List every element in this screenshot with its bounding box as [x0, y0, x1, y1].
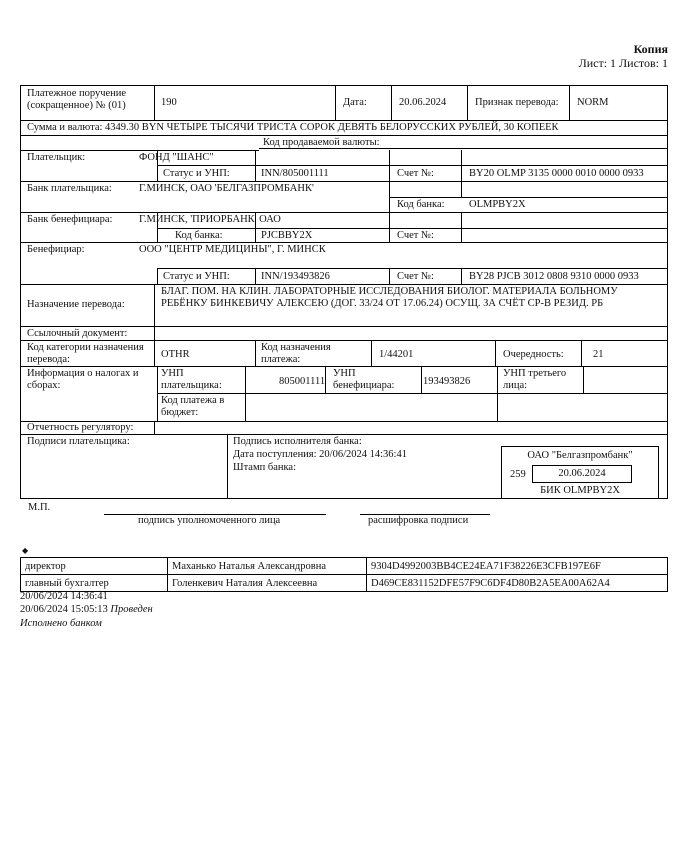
stamp-bank-name: ОАО "Белгазпромбанк"	[527, 450, 633, 461]
signer-name: Маханько Наталья Александровна	[168, 558, 367, 575]
log-line-1: 20/06/2024 14:36:41	[20, 591, 108, 602]
sheets-count: Лист: 1 Листов: 1	[578, 56, 668, 70]
authorized-sign-caption: подпись уполномоченного лица	[138, 515, 281, 526]
payment-order-form	[20, 85, 668, 499]
log-line-2-status: Проведен	[110, 604, 153, 615]
signer-name: Голенкевич Наталия Алексеевна	[168, 575, 367, 592]
budget-code-label: Код платежа в бюджет:	[161, 395, 225, 418]
payment-code: 1/44201	[379, 349, 414, 360]
payer-bank-label: Банк плательщика:	[27, 183, 112, 194]
log-line-2	[20, 604, 153, 615]
stamp-date-box	[532, 465, 632, 483]
received-date: Дата поступления: 20/06/2024 14:36:41	[233, 449, 407, 460]
order-date: 20.06.2024	[399, 97, 447, 108]
benef-account: BY28 PJCB 3012 0808 9310 0000 0933	[469, 271, 639, 282]
payer-bank-name: Г.МИНСК, ОАО 'БЕЛГАЗПРОМБАНК'	[139, 183, 314, 194]
benef-status-label: Статус и УНП:	[163, 271, 230, 282]
payment-code-label: Код назначения платежа:	[261, 342, 331, 365]
tax-benef-unp: 193493826	[423, 376, 471, 387]
payer-status-label: Статус и УНП:	[163, 168, 230, 179]
table-row	[21, 575, 668, 592]
payer-bank-code-label: Код банка:	[397, 199, 445, 210]
benef-bank-label: Банк бенефициара:	[27, 214, 113, 225]
purpose-label: Назначение перевода:	[27, 299, 125, 310]
priority-label: Очередность:	[503, 349, 564, 360]
benef-account-label: Счет №:	[397, 271, 434, 282]
mp-label: М.П.	[28, 502, 51, 513]
benef-bank-code: PJCBBY2X	[261, 230, 313, 241]
taxes-label: Информация о налогах и сборах:	[27, 368, 139, 391]
doc-type-label: Платежное поручение (сокращенное) № (01)	[27, 88, 127, 111]
stamp-date: 20.06.2024	[558, 468, 606, 479]
table-row	[21, 558, 668, 575]
benef-unp: INN/193493826	[261, 271, 330, 282]
category-label: Код категории назначения перевода:	[27, 342, 144, 365]
beneficiary-name: ООО "ЦЕНТР МЕДИЦИНЫ", Г. МИНСК	[139, 244, 326, 255]
payer-account-label: Счет №:	[397, 168, 434, 179]
payer-unp-label: УНП плательщика:	[161, 368, 222, 391]
payer-name: ФОНД "ШАНС"	[139, 152, 214, 163]
bank-signer-label: Подпись исполнителя банка:	[233, 436, 362, 447]
payer-signatures-label: Подписи плательщика:	[27, 436, 130, 447]
benef-bank-code-label: Код банка:	[175, 230, 223, 241]
payer-unp: INN/805001111	[261, 168, 329, 179]
beneficiary-label: Бенефициар:	[27, 244, 85, 255]
stamp-number: 259	[510, 469, 526, 480]
transfer-sign-label: Признак перевода:	[475, 97, 559, 108]
signers-table	[20, 557, 668, 592]
signer-hash: D469CE831152DFE57F9C6DF4D80B2A5EA00A62A4	[367, 575, 668, 592]
bank-stamp-label: Штамп банка:	[233, 462, 296, 473]
signer-role: директор	[21, 558, 168, 575]
benef-bank-account-label: Счет №:	[397, 230, 434, 241]
third-unp-label: УНП третьего лица:	[503, 368, 567, 391]
copy-label: Копия	[633, 42, 668, 56]
transfer-sign-value: NORM	[577, 97, 609, 108]
reference-doc-label: Ссылочный документ:	[27, 328, 128, 339]
category-code: OTHR	[161, 349, 190, 360]
priority-value: 21	[593, 349, 604, 360]
regulator-label: Отчетность регулятору:	[27, 422, 134, 433]
bullet-mark: ◆	[22, 546, 29, 555]
tax-payer-unp: 805001111	[279, 376, 326, 387]
stamp-bik: БИК OLMPBY2X	[540, 485, 620, 496]
date-label: Дата:	[343, 97, 367, 108]
order-number: 190	[161, 97, 177, 108]
decode-sign-caption: расшифровка подписи	[368, 515, 469, 526]
amount-and-currency: Сумма и валюта: 4349.30 BYN ЧЕТЫРЕ ТЫСЯЧИ ТРИСТА СОРОК ДЕВЯТЬ БЕЛОРУССКИХ РУБЛЕЙ, 30 КОПЕЕК	[27, 122, 559, 133]
bank-stamp	[501, 446, 659, 499]
sold-currency-label: Код продаваемой валюты:	[263, 137, 380, 148]
log-line-2-time: 20/06/2024 15:05:13	[20, 604, 108, 615]
payer-account: BY20 OLMP 3135 0000 0010 0000 0933	[469, 168, 644, 179]
purpose-text: БЛАГ. ПОМ. НА КЛИН. ЛАБОРАТОРНЫЕ ИССЛЕДОВАНИЯ БИОЛОГ. МАТЕРИАЛА БОЛЬНОМУ РЕБЁНКУ БИНКЕВИЧУ АЛЕКСЕЮ (ДОГ. 33/24 ОТ 17.06.24) ОСУЩ. ЗА СЧЁТ СР-В РЕЗИД. РБ	[161, 286, 618, 309]
benef-bank-name: Г.МИНСК, 'ПРИОРБАНК' ОАО	[139, 214, 281, 225]
payer-label: Плательщик:	[27, 152, 86, 163]
benef-unp-label: УНП бенефициара:	[333, 368, 395, 391]
log-line-3: Исполнено банком	[20, 618, 102, 629]
signer-role: главный бухгалтер	[21, 575, 168, 592]
payer-bank-code: OLMPBY2X	[469, 199, 526, 210]
signer-hash: 9304D4992003BB4CE24EA71F38226E3CFB197E6F	[367, 558, 668, 575]
